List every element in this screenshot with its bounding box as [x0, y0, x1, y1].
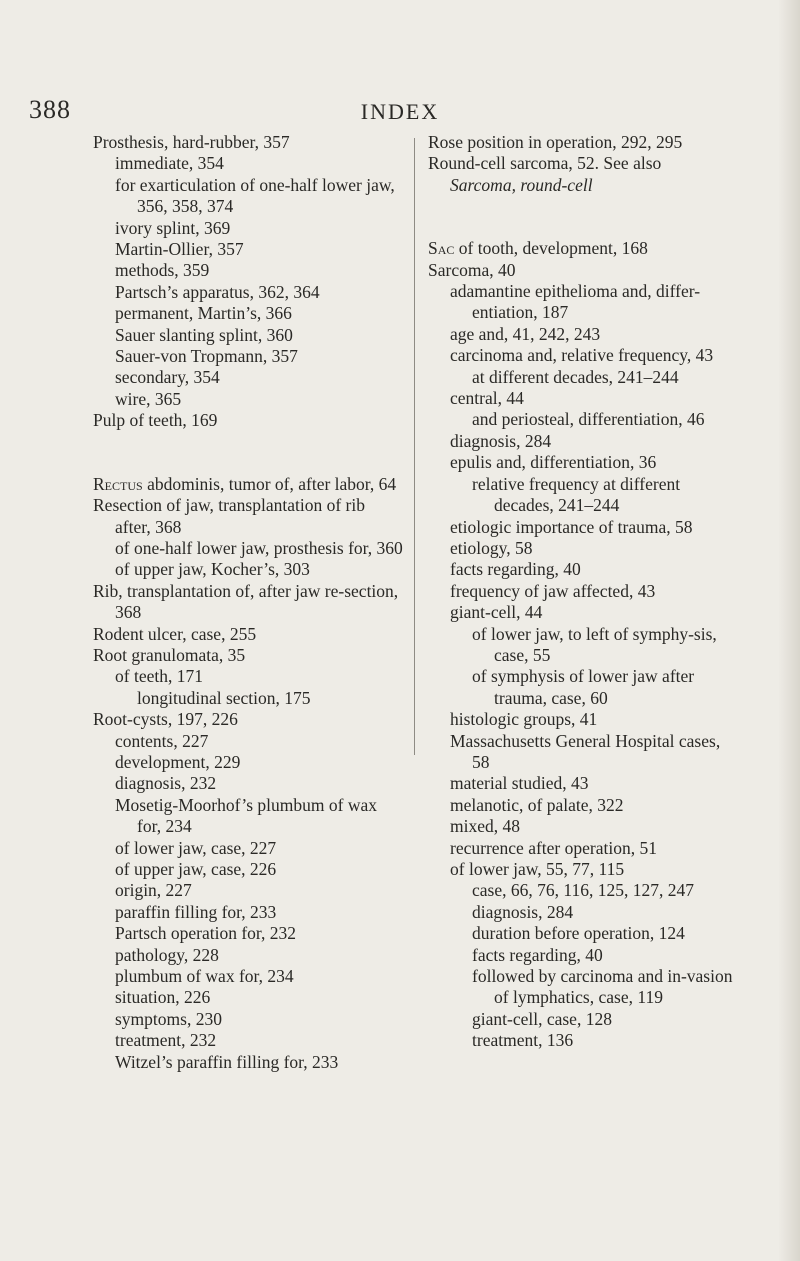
index-subentry: of one-half lower jaw, prosthesis for, 360: [115, 537, 403, 558]
index-entry: Resection of jaw, transplantation of rib after, 368: [93, 495, 365, 537]
index-entry: Rib, transplantation of, after jaw re-section, 368: [93, 580, 399, 623]
index-entry-sac: [428, 238, 733, 259]
index-subentry: Witzel’s paraffin filling for, 233: [115, 1051, 339, 1072]
index-subentry: age and, 41, 242, 243: [450, 323, 601, 344]
index-subentry: etiology, 58: [450, 537, 533, 558]
index-entry: Root granulomata, 35: [93, 644, 246, 665]
index-entry: Rose position in operation, 292, 295: [428, 132, 683, 152]
section-gap: [93, 432, 405, 474]
index-subentry: for exarticulation of one-half lower jaw, 356, 358, 374: [115, 174, 395, 217]
column-divider: [414, 138, 415, 755]
index-subentry: Partsch’s apparatus, 362, 364: [115, 281, 320, 302]
index-subentry: giant-cell, 44: [450, 602, 543, 623]
index-subentry: paraffin filling for, 233: [115, 901, 277, 922]
section-gap: [428, 196, 733, 238]
index-subentry: wire, 365: [115, 388, 182, 409]
index-subentry: ivory splint, 369: [115, 217, 231, 238]
index-subentry: duration before operation, 124: [472, 923, 685, 944]
index-subentry: giant-cell, case, 128: [472, 1008, 612, 1029]
index-subentry: Martin-Ollier, 357: [115, 239, 244, 260]
index-column-right: [428, 132, 733, 1052]
index-subentry: situation, 226: [115, 987, 211, 1008]
index-subentry: adamantine epithelioma and, differ-entiation, 187: [450, 281, 701, 323]
index-subentry: treatment, 232: [115, 1030, 217, 1051]
index-subentry: diagnosis, 284: [472, 901, 574, 922]
index-subentry: diagnosis, 232: [115, 773, 217, 794]
index-entry: Rodent ulcer, case, 255: [93, 623, 257, 644]
index-subentry: development, 229: [115, 751, 241, 772]
right-entries-2: [428, 260, 733, 1052]
index-subentry: facts regarding, 40: [450, 559, 581, 580]
index-entry: Sarcoma, 40: [428, 259, 516, 280]
index-subentry: frequency of jaw affected, 43: [450, 580, 656, 601]
index-subentry: diagnosis, 284: [450, 430, 552, 451]
index-subentry: material studied, 43: [450, 773, 589, 794]
entry-headword: Sac: [428, 238, 455, 259]
page-edge-shadow: [778, 0, 800, 1261]
index-subentry: melanotic, of palate, 322: [450, 794, 624, 815]
index-subentry: Sauer slanting splint, 360: [115, 324, 293, 345]
entry-headword: Rectus: [93, 473, 143, 494]
index-subentry: methods, 359: [115, 260, 210, 281]
index-subentry: pathology, 228: [115, 944, 219, 965]
index-subentry: recurrence after operation, 51: [450, 837, 657, 858]
index-subentry: at different decades, 241–244: [472, 366, 679, 387]
page-number: 388: [29, 95, 71, 124]
index-subentry: of lower jaw, 55, 77, 115: [450, 859, 625, 879]
left-entries-1: [93, 132, 405, 432]
index-subentry: central, 44: [450, 388, 524, 409]
index-subentry: Massachusetts General Hospital cases, 58: [450, 730, 721, 772]
index-subentry: secondary, 354: [115, 367, 220, 388]
index-subentry: mixed, 48: [450, 816, 520, 837]
index-subentry: of lower jaw, case, 227: [115, 837, 277, 858]
index-subentry: longitudinal section, 175: [137, 687, 311, 708]
index-subentry: followed by carcinoma and in-vasion of lymphatics, case, 119: [472, 966, 733, 1008]
index-subentry: immediate, 354: [115, 153, 224, 174]
left-entries-2: [93, 495, 405, 1073]
index-subentry: of teeth, 171: [115, 666, 203, 687]
right-entries-1: [428, 132, 733, 175]
index-column-left: [93, 132, 405, 1073]
entry-text: abdominis, tumor of, after labor, 64: [142, 473, 397, 494]
index-subentry: permanent, Martin’s, 366: [115, 303, 292, 324]
index-subentry: relative frequency at different decades, 241–244: [472, 473, 681, 516]
index-subentry: contents, 227: [115, 730, 209, 751]
entry-text: of tooth, development, 168: [454, 238, 648, 259]
index-subentry: origin, 227: [115, 880, 192, 901]
see-also-reference: Sarcoma, round-cell: [450, 174, 593, 195]
page-title: INDEX: [360, 99, 440, 124]
index-entry: Round-cell sarcoma, 52. See also: [428, 153, 662, 174]
index-subentry: epulis and, differentiation, 36: [450, 452, 657, 473]
index-subentry: Partsch operation for, 232: [115, 923, 297, 944]
index-subentry: symptoms, 230: [115, 1008, 222, 1029]
index-subentry: of lower jaw, to left of symphy-sis, case, 55: [472, 623, 717, 665]
index-subentry: histologic groups, 41: [450, 709, 598, 730]
index-subentry: Mosetig-Moorhof’s plumbum of wax for, 234: [115, 794, 377, 837]
index-entry-rectus: [93, 474, 405, 495]
index-entry: Root-cysts, 197, 226: [93, 709, 238, 730]
index-subentry: etiologic importance of trauma, 58: [450, 516, 693, 537]
index-subentry: carcinoma and, relative frequency, 43: [450, 345, 714, 366]
index-subentry: plumbum of wax for, 234: [115, 966, 294, 987]
index-subentry: case, 66, 76, 116, 125, 127, 247: [472, 880, 694, 901]
index-entry: Pulp of teeth, 169: [93, 410, 218, 431]
index-subentry: Sauer-von Tropmann, 357: [115, 346, 298, 367]
index-entry: Prosthesis, hard-rubber, 357: [93, 132, 290, 152]
index-subentry: treatment, 136: [472, 1030, 574, 1051]
index-subentry: of upper jaw, Kocher’s, 303: [115, 559, 310, 580]
index-subentry: and periosteal, differentiation, 46: [472, 409, 705, 430]
index-subentry: of symphysis of lower jaw after trauma, case, 60: [472, 666, 695, 708]
index-subentry: of upper jaw, case, 226: [115, 859, 277, 879]
index-subentry: facts regarding, 40: [472, 944, 603, 965]
